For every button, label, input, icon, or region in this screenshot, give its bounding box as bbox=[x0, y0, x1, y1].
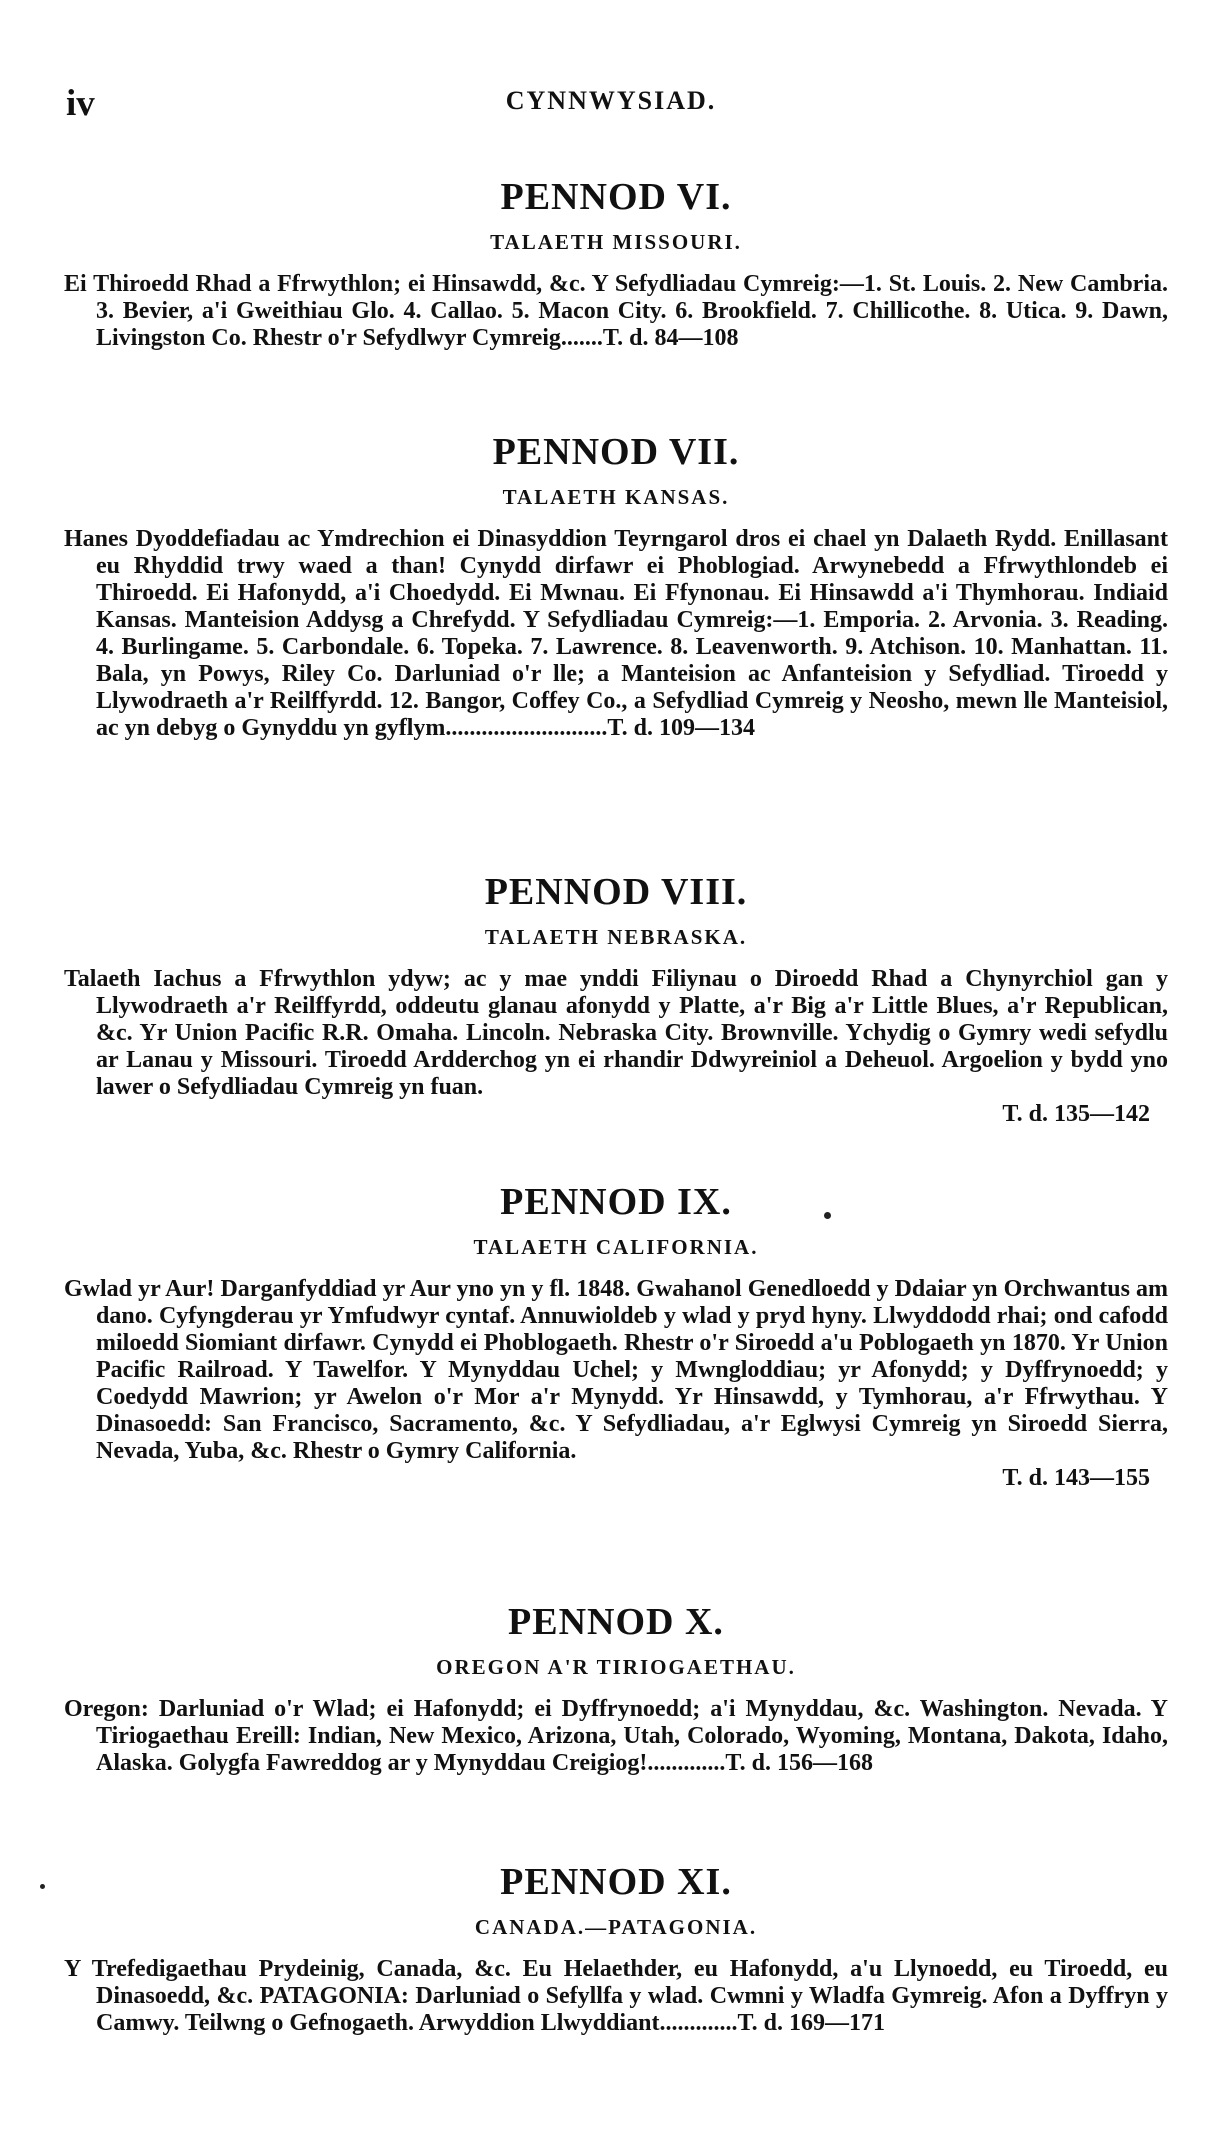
page-range: T. d. 109—134 bbox=[607, 715, 755, 741]
chapter-subheading: TALAETH KANSAS. bbox=[502, 485, 730, 509]
chapter-subheading: TALAETH NEBRASKA. bbox=[484, 925, 748, 949]
chapter-summary: Talaeth Iachus a Ffrwythlon ydyw; ac y mae ynddi Filiynau o Diroedd Rhad a Chynyrchiol gan y Llywodraeth a'r Reilffyrdd, oddeutu glanau afonydd y Platte, a'r Big a'r Little Blues, a'r Republican, &c. Yr Union Pacific R.R. Omaha. Lincoln. Nebraska City. Brownville. Ychydig o Gymry wedi sefydlu ar Lanau y Missouri. Tiroedd Ardderchog yn ei rhandir Ddwyreiniol a Deheuol. Argoelion y bydd yno lawer o Sefydliadau Cymreig yn fuan. bbox=[64, 966, 1168, 1100]
chapter-subheading: TALAETH CALIFORNIA. bbox=[473, 1235, 759, 1259]
page-range: T. d. 156—168 bbox=[725, 1750, 873, 1776]
chapter-vi bbox=[64, 175, 1168, 352]
chapter-heading: PENNOD X. bbox=[508, 1601, 724, 1643]
chapter-summary bbox=[64, 1696, 1168, 1777]
chapter-x bbox=[64, 1600, 1168, 1777]
chapter-summary-text: Y Trefedigaethau Prydeinig, Canada, &c. Eu Helaethder, eu Hafonydd, a'u Llynoedd, eu Tiroedd, eu Dinasoedd, &c. PATAGONIA: Darluniad o Sefyllfa y wlad. Cwmni y Wladfa Gymreig. Afon a Dyffryn y Camwy. Teilwng o Gefnogaeth. Arwyddion Llwyddiant............. bbox=[64, 1956, 1168, 2036]
chapter-xi bbox=[64, 1860, 1168, 2037]
page-range: T. d. 143—155 bbox=[1002, 1465, 1150, 1491]
chapter-ix bbox=[64, 1180, 1168, 1492]
running-title: CYNNWYSIAD. bbox=[505, 86, 717, 115]
chapter-summary-text: Ei Thiroedd Rhad a Ffrwythlon; ei Hinsawdd, &c. Y Sefydliadau Cymreig:—1. St. Louis. 2. New Cambria. 3. Bevier, a'i Gweithiau Glo. 4. Callao. 5. Macon City. 6. Brookfield. 7. Chillicothe. 8. Utica. 9. Dawn, Livingston Co. Rhestr o'r Sefydlwyr Cymreig....... bbox=[64, 271, 1168, 351]
chapter-summary-text: Hanes Dyoddefiadau ac Ymdrechion ei Dinasyddion Teyrngarol dros ei chael yn Dalaeth Rydd. Enillasant eu Rhyddid trwy waed a than! Cynydd dirfawr ei Phoblogiad. Arwynebedd a Ffrwythlondeb ei Thiroedd. Ei Hafonydd, a'i Choedydd. Ei Mwnau. Ei Ffynonau. Ei Hinsawdd a'i Thymhorau. Indiaid Kansas. Manteision Addysg a Chrefydd. Y Sefydliadau Cymreig:—1. Emporia. 2. Arvonia. 3. Reading. 4. Burlingame. 5. Carbondale. 6. Topeka. 7. Lawrence. 8. Leavenworth. 9. Atchison. 10. Manhattan. 11. Bala, yn Powys, Riley Co. Darluniad o'r lle; a Manteision ac Anfanteision y Sefydliad. Tiroedd y Llywodraeth a'r Reilffyrdd. 12. Bangor, Coffey Co., a Sefydliad Cymreig y Neosho, mewn lle Manteisiol, ac yn debyg o Gynyddu yn gyflym........................... bbox=[64, 526, 1168, 741]
chapter-subheading: OREGON A'R TIRIOGAETHAU. bbox=[436, 1655, 796, 1679]
chapter-heading: PENNOD VII. bbox=[492, 431, 740, 473]
chapter-subheading: TALAETH MISSOURI. bbox=[490, 230, 742, 254]
page-range: T. d. 135—142 bbox=[1002, 1101, 1150, 1127]
chapter-heading: PENNOD VIII. bbox=[484, 871, 748, 913]
chapter-viii bbox=[64, 870, 1168, 1128]
ink-speck bbox=[40, 1884, 45, 1889]
page-range: T. d. 84—108 bbox=[602, 325, 739, 351]
chapter-heading: PENNOD XI. bbox=[500, 1861, 732, 1903]
page-header bbox=[0, 82, 1222, 122]
chapter-summary bbox=[64, 526, 1168, 742]
chapter-vii bbox=[64, 430, 1168, 742]
chapter-summary bbox=[64, 271, 1168, 352]
page-number: iv bbox=[66, 83, 95, 124]
chapter-summary: Gwlad yr Aur! Darganfyddiad yr Aur yno yn y fl. 1848. Gwahanol Genedloedd y Ddaiar yn Orchwantus am dano. Cyfyngderau yr Ymfudwyr cyntaf. Annuwioldeb y wlad y pryd hyny. Llwyddodd rhai; ond cafodd miloedd Siomiant dirfawr. Cynydd ei Phoblogaeth. Rhestr o'r Siroedd a'u Poblogaeth yn 1870. Yr Union Pacific Railroad. Y Tawelfor. Y Mynyddau Uchel; y Mwngloddiau; yr Afonydd; y Dyffrynoedd; y Coedydd Mawrion; yr Awelon o'r Mor a'r Mynydd. Yr Hinsawdd, y Tymhorau, a'r Ffrwythau. Y Dinasoedd: San Francisco, Sacramento, &c. Y Sefydliadau, a'r Eglwysi Cymreig yn Siroedd Sierra, Nevada, Yuba, &c. Rhestr o Gymry California. bbox=[64, 1276, 1168, 1464]
chapter-heading: PENNOD IX. bbox=[500, 1181, 732, 1223]
chapter-heading: PENNOD VI. bbox=[500, 176, 732, 218]
page-range: T. d. 169—171 bbox=[737, 2010, 886, 2036]
chapter-summary bbox=[64, 1956, 1168, 2037]
ink-speck bbox=[824, 1212, 831, 1219]
chapter-subheading: CANADA.—PATAGONIA. bbox=[474, 1915, 758, 1939]
chapter-summary-text: Oregon: Darluniad o'r Wlad; ei Hafonydd; ei Dyffrynoedd; a'i Mynyddau, &c. Washington. Nevada. Y Tiriogaethau Ereill: Indian, New Mexico, Arizona, Utah, Colorado, Wyoming, Montana, Dakota, Idaho, Alaska. Golygfa Fawreddog ar y Mynyddau Creigiog!............. bbox=[64, 1696, 1168, 1776]
